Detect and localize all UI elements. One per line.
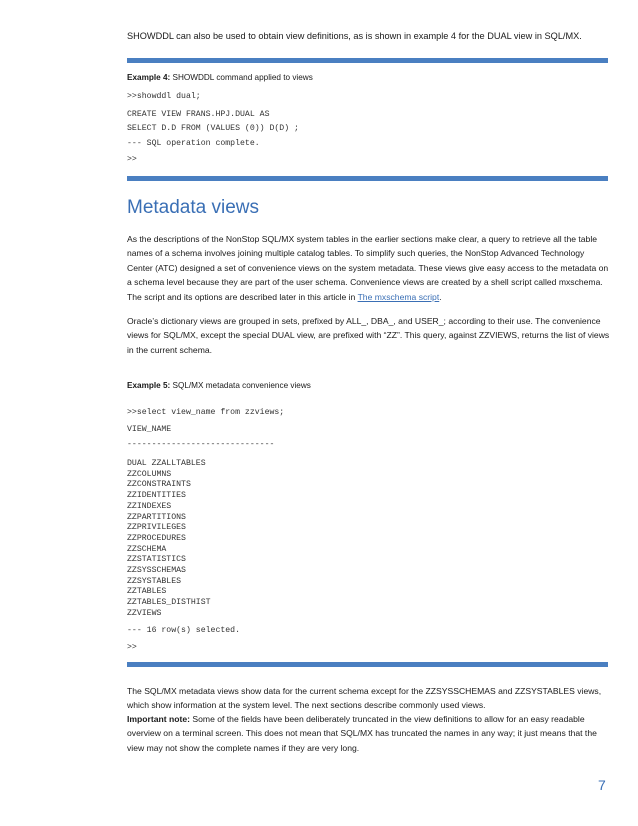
result-row: ZZSYSTABLES xyxy=(127,576,182,586)
example5-prompt: >> xyxy=(127,643,137,652)
example4-title: SHOWDDL command applied to views xyxy=(172,73,313,82)
paragraph-2: Oracle’s dictionary views are grouped in sets, prefixed by ALL_, DBA_, and USER_; according to their use. The convenience views for SQL/MX, except the special DUAL view, are prefixed with “ZZ”. This query, against ZZVIEWS, returns the list of views in the current schema. xyxy=(127,316,610,355)
paragraph-1-end: . xyxy=(439,291,442,302)
example5-status: --- 16 row(s) selected. xyxy=(127,626,241,635)
result-row: DUAL ZZALLTABLES xyxy=(127,459,206,468)
section-divider xyxy=(127,176,608,181)
important-note xyxy=(127,712,612,755)
example4-line-4: --- SQL operation complete. xyxy=(127,139,260,148)
example5-caption xyxy=(127,381,311,390)
result-row: ZZTABLES xyxy=(127,587,167,597)
result-row: ZZSCHEMA xyxy=(127,544,167,554)
example4-caption xyxy=(127,73,313,82)
example4-label: Example 4: xyxy=(127,73,171,82)
intro-text: SHOWDDL can also be used to obtain view definitions, as is shown in example 4 for the DUAL view in SQL/MX. xyxy=(127,31,582,41)
result-row: ZZTABLES_DISTHIST xyxy=(127,598,211,608)
result-row: ZZCONSTRAINTS xyxy=(127,480,191,490)
result-row: ZZSTATISTICS xyxy=(127,555,186,565)
example5-rule: ------------------------------ xyxy=(127,440,275,449)
result-row: ZZINDEXES xyxy=(127,501,172,511)
important-note-label: Important note: xyxy=(127,714,191,724)
example4-line-2: CREATE VIEW FRANS.HPJ.DUAL AS xyxy=(127,110,270,119)
example5-label: Example 5: xyxy=(127,381,171,390)
section-divider xyxy=(127,58,608,63)
important-note-text: Some of the fields have been deliberately truncated in the view definitions to allow for an easy readable overview on a terminal screen. This does not mean that SQL/MX has truncated the names in any way; it just means that the view may not show the complete names if they are very long. xyxy=(127,714,597,753)
example4-line-3: SELECT D.D FROM (VALUES (0)) D(D) ; xyxy=(127,124,299,133)
page-number: 7 xyxy=(598,777,606,793)
result-row: ZZVIEWS xyxy=(127,608,162,618)
mxschema-script-link[interactable]: The mxschema script xyxy=(357,291,440,302)
result-row: ZZPARTITIONS xyxy=(127,512,186,522)
result-row: ZZSYSSCHEMAS xyxy=(127,566,186,576)
result-row: ZZCOLUMNS xyxy=(127,469,172,479)
result-row: ZZIDENTITIES xyxy=(127,491,186,501)
section-divider xyxy=(127,662,608,667)
paragraph-1 xyxy=(127,232,612,304)
example5-rows xyxy=(127,459,211,620)
section-title: Metadata views xyxy=(127,197,260,218)
paragraph-3: The SQL/MX metadata views show data for the current schema except for the ZZSYSSCHEMAS and ZZSYSTABLES views, which show information at the system level. The next sections describe commonly used views. xyxy=(127,686,602,711)
paragraph-1-text: As the descriptions of the NonStop SQL/MX system tables in the earlier sections make clear, a query to retrieve all the table names of a schema involves joining multiple catalog tables. To simplify such queries, the NonStop Advanced Technology Center (ATC) designed a set of convenience views on the system metadata. These views give easy access to the metadata on a schema level because they are part of the user schema. Convenience views are created by a shell script called mxschema. The script and its options are described later in this article in xyxy=(127,234,609,302)
example5-column: VIEW_NAME xyxy=(127,425,172,434)
example4-line-5: >> xyxy=(127,155,137,164)
result-row: ZZPRIVILEGES xyxy=(127,523,186,533)
example5-title: SQL/MX metadata convenience views xyxy=(172,381,311,390)
example4-line-1: >>showddl dual; xyxy=(127,92,201,101)
example5-query: >>select view_name from zzviews; xyxy=(127,408,285,417)
result-row: ZZPROCEDURES xyxy=(127,533,186,543)
